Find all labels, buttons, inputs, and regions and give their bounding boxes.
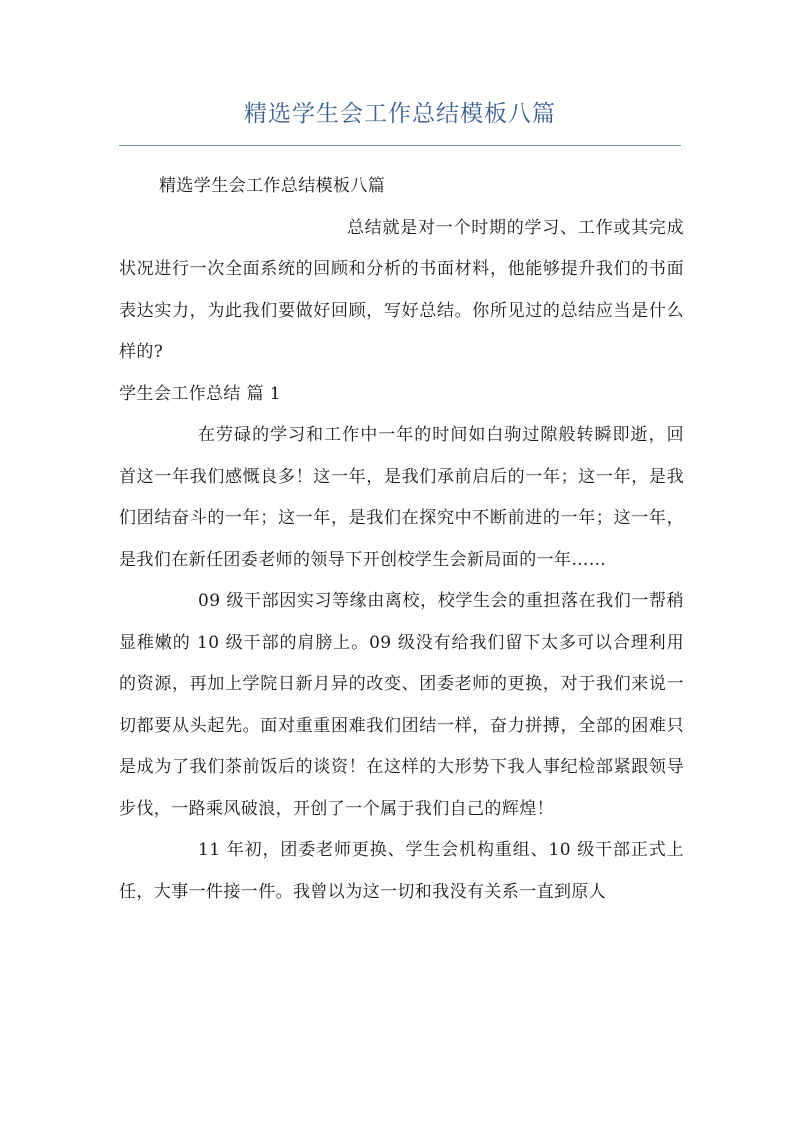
body-paragraph-2: 09 级干部因实习等缘由离校，校学生会的重担落在我们一帮稍显稚嫩的 10 级干部的肩膀上。09 级没有给我们留下太多可以合理利用的资源，再加上学院日新月异的改变、团委老师的更换，对于我们来说一切都要从头起先。面对重重困难我们团结一样，奋力拼搏，全部的困难只是成为了我们茶前饭后的谈资！在这样的大形势下我人事纪检部紧跟领导步伐，一路乘风破浪，开创了一个属于我们自己的辉煌！ xyxy=(119,591,684,819)
body-paragraph-3: 11 年初，团委老师更换、学生会机构重组、10 级干部正式上任，大事一件接一件。我曾以为这一切和我没有关系一直到原人 xyxy=(119,840,684,902)
body-paragraph-1: 在劳碌的学习和工作中一年的时间如白驹过隙般转瞬即逝，回首这一年我们感慨良多！这一年，是我们承前启后的一年；这一年，是我们团结奋斗的一年；这一年，是我们在探究中不断前进的一年；这一年，是我们在新任团委老师的领导下开创校学生会新局面的一年…… xyxy=(119,425,684,570)
document-title: 精选学生会工作总结模板八篇 xyxy=(244,101,556,127)
section-heading: 学生会工作总结 篇 1 xyxy=(119,383,282,404)
intro-paragraph: 总结就是对一个时期的学习、工作或其完成状况进行一次全面系统的回顾和分析的书面材料，他能够提升我们的书面表达实力，为此我们要做好回顾，写好总结。你所见过的总结应当是什么样的? xyxy=(119,217,684,362)
document-subtitle: 精选学生会工作总结模板八篇 xyxy=(159,176,386,196)
document-body xyxy=(119,166,684,913)
title-underline xyxy=(119,145,681,146)
